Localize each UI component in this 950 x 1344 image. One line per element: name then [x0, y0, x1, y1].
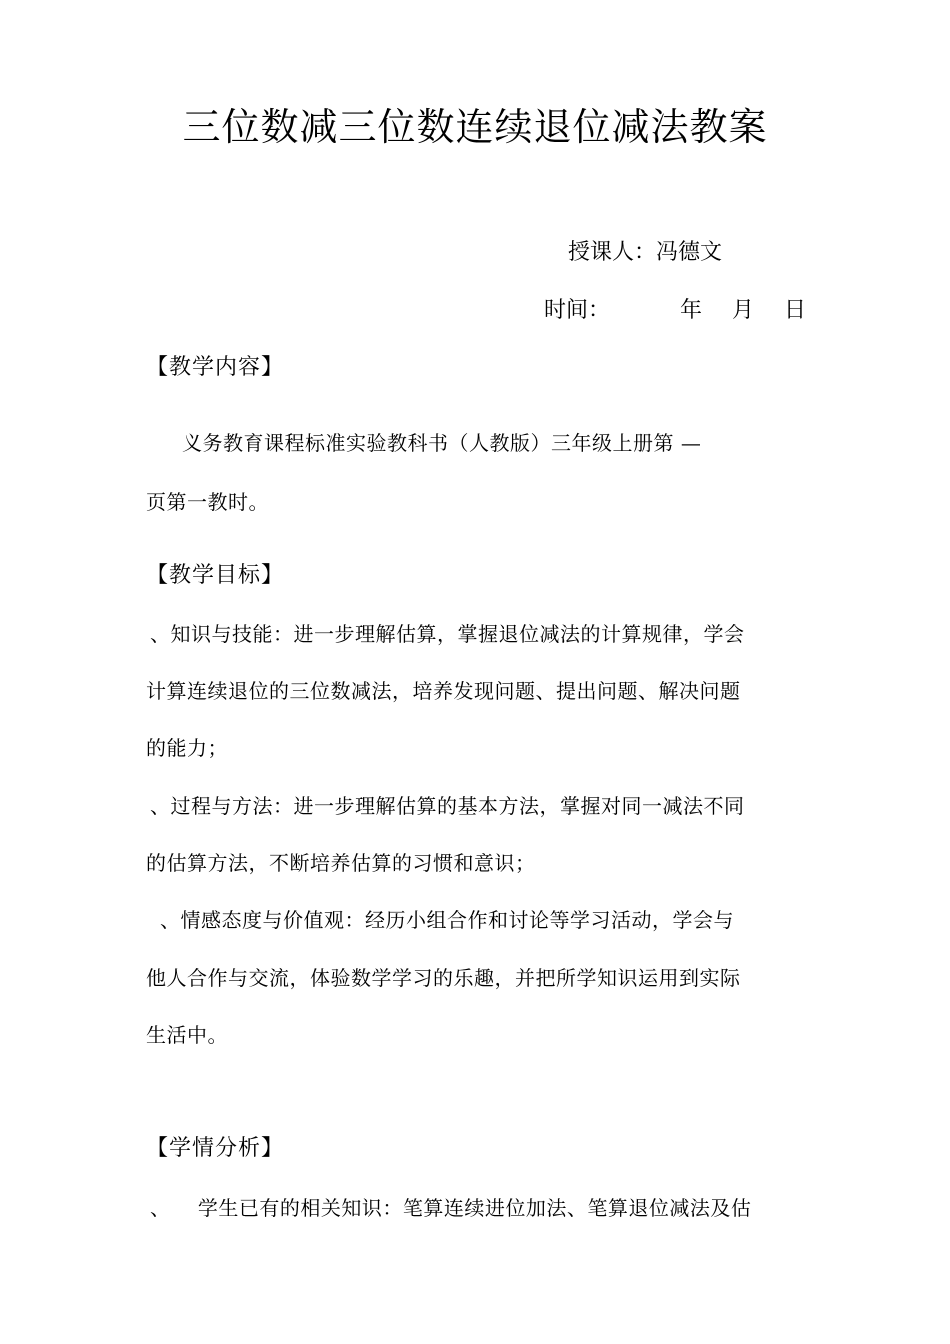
paragraph-line: 、 学生已有的相关知识：笔算连续进位加法、笔算退位减法及估: [150, 1196, 752, 1220]
section-heading-content: 【教学内容】: [146, 355, 285, 380]
time-day: 日: [784, 298, 807, 323]
paragraph-line: 、知识与技能：进一步理解估算，掌握退位减法的计算规律，学会: [150, 622, 745, 646]
teacher-line: 授课人：冯德文: [568, 240, 723, 265]
document-title: 三位数减三位数连续退位减法教案: [182, 105, 768, 149]
section-heading-analysis: 【学情分析】: [146, 1136, 285, 1161]
time-label: 时间：: [544, 298, 611, 323]
section-heading-goals: 【教学目标】: [146, 563, 285, 588]
time-year: 年: [680, 298, 703, 323]
paragraph-line: 的能力；: [146, 736, 228, 760]
paragraph-line: 、过程与方法：进一步理解估算的基本方法，掌握对同一减法不同: [150, 794, 745, 818]
paragraph-line: 的估算方法，不断培养估算的习惯和意识；: [146, 851, 536, 875]
paragraph-line: 生活中。: [146, 1023, 228, 1047]
paragraph-line: 他人合作与交流，体验数学学习的乐趣，并把所学知识运用到实际: [146, 966, 741, 990]
time-month: 月: [732, 298, 755, 323]
paragraph-line: 计算连续退位的三位数减法，培养发现问题、提出问题、解决问题: [146, 679, 741, 703]
paragraph-line: 义务教育课程标准实验教科书（人教版）三年级上册第 —: [182, 431, 702, 455]
paragraph-line: 、情感态度与价值观：经历小组合作和讨论等学习活动，学会与: [160, 908, 734, 932]
paragraph-line: 页第一教时。: [146, 490, 269, 514]
